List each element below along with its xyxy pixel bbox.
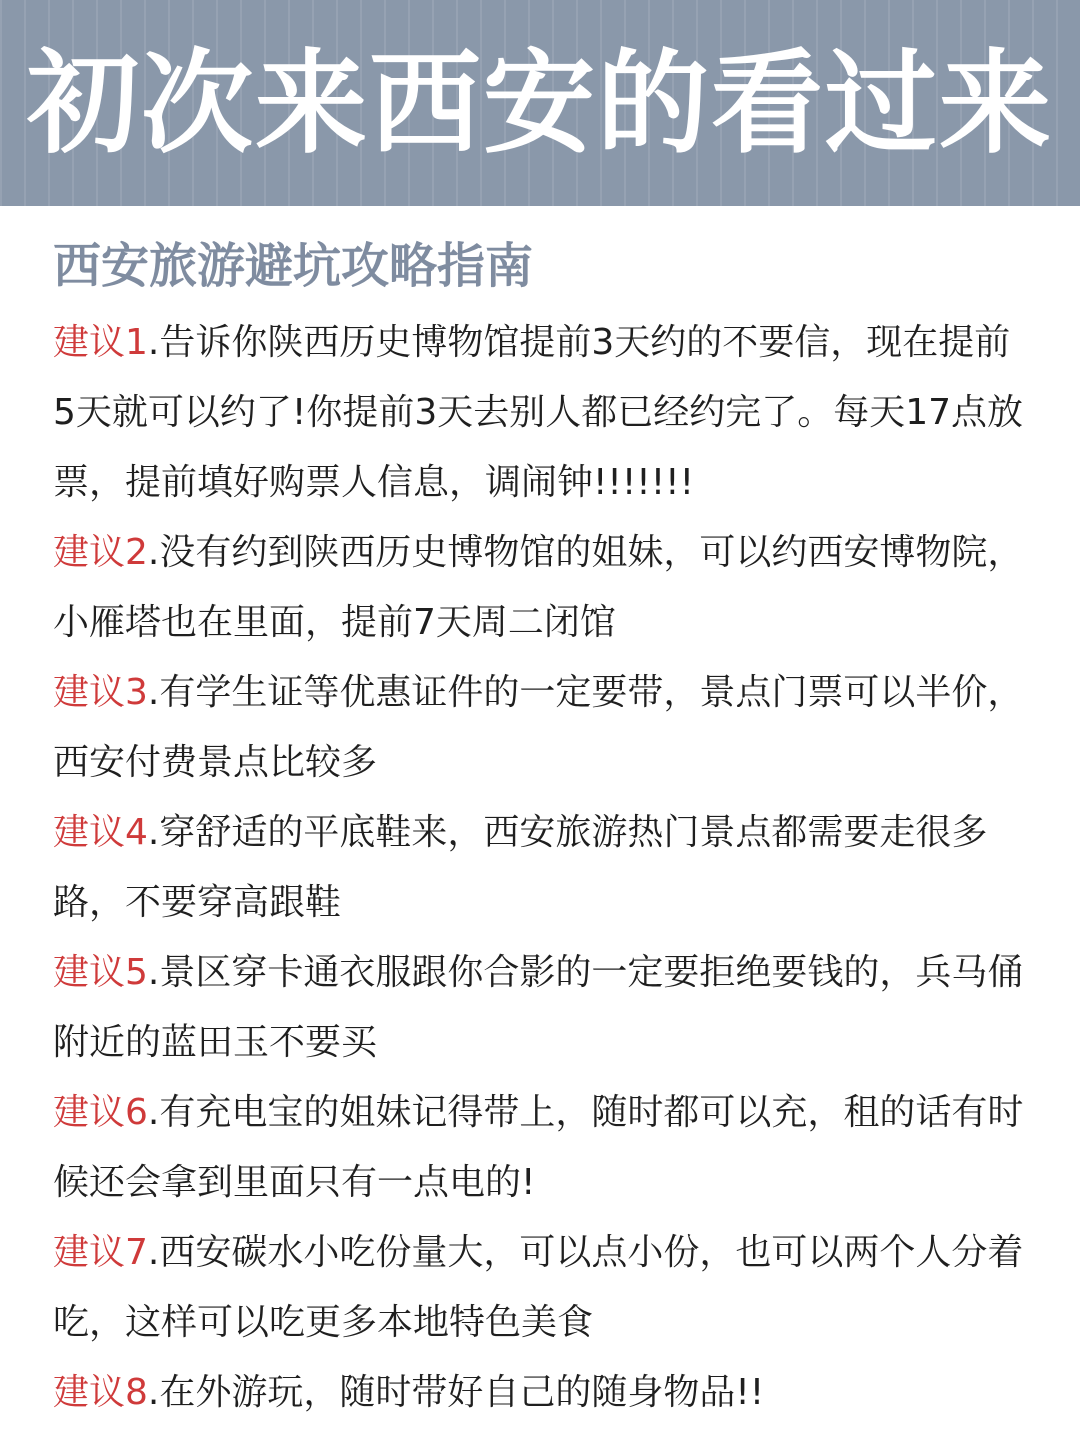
tip-text: .有学生证等优惠证件的一定要带，景点门票可以半价，西安付费景点比较多 bbox=[53, 672, 1024, 783]
article-body bbox=[53, 232, 1028, 1428]
tip-text: .有充电宝的姐妹记得带上，随时都可以充，租的话有时候还会拿到里面只有一点电的! bbox=[53, 1092, 1024, 1203]
page-title: 初次来西安的看过来 bbox=[27, 39, 1053, 169]
tip-text: .穿舒适的平底鞋来，西安旅游热门景点都需要走很多路，不要穿高跟鞋 bbox=[53, 812, 988, 923]
tip-3 bbox=[53, 658, 1028, 798]
title-banner bbox=[0, 0, 1080, 206]
tip-8 bbox=[53, 1358, 1028, 1428]
tip-5 bbox=[53, 938, 1028, 1078]
tip-label: 建议7 bbox=[53, 1232, 148, 1273]
subtitle: 西安旅游避坑攻略指南 bbox=[53, 238, 534, 294]
tip-text: .景区穿卡通衣服跟你合影的一定要拒绝要钱的，兵马俑附近的蓝田玉不要买 bbox=[53, 952, 1024, 1063]
tip-text: .告诉你陕西历史博物馆提前3天约的不要信，现在提前5天就可以约了!你提前3天去别人都已经约完了。每天17点放票，提前填好购票人信息，调闹钟!!!!!!! bbox=[53, 322, 1024, 503]
tip-label: 建议1 bbox=[53, 322, 148, 363]
tip-label: 建议6 bbox=[53, 1092, 148, 1133]
tip-label: 建议4 bbox=[53, 812, 148, 853]
tip-label: 建议2 bbox=[53, 532, 148, 573]
tip-7 bbox=[53, 1218, 1028, 1358]
tip-label: 建议3 bbox=[53, 672, 148, 713]
tip-label: 建议5 bbox=[53, 952, 148, 993]
tip-text: .西安碳水小吃份量大，可以点小份，也可以两个人分着吃，这样可以吃更多本地特色美食 bbox=[53, 1232, 1024, 1343]
tip-label: 建议8 bbox=[53, 1372, 148, 1413]
tip-1 bbox=[53, 308, 1028, 518]
tip-text: .没有约到陕西历史博物馆的姐妹，可以约西安博物院，小雁塔也在里面，提前7天周二闭馆 bbox=[53, 532, 1024, 643]
tip-6 bbox=[53, 1078, 1028, 1218]
tip-4 bbox=[53, 798, 1028, 938]
tip-2 bbox=[53, 518, 1028, 658]
tip-text: .在外游玩，随时带好自己的随身物品!! bbox=[147, 1372, 765, 1413]
